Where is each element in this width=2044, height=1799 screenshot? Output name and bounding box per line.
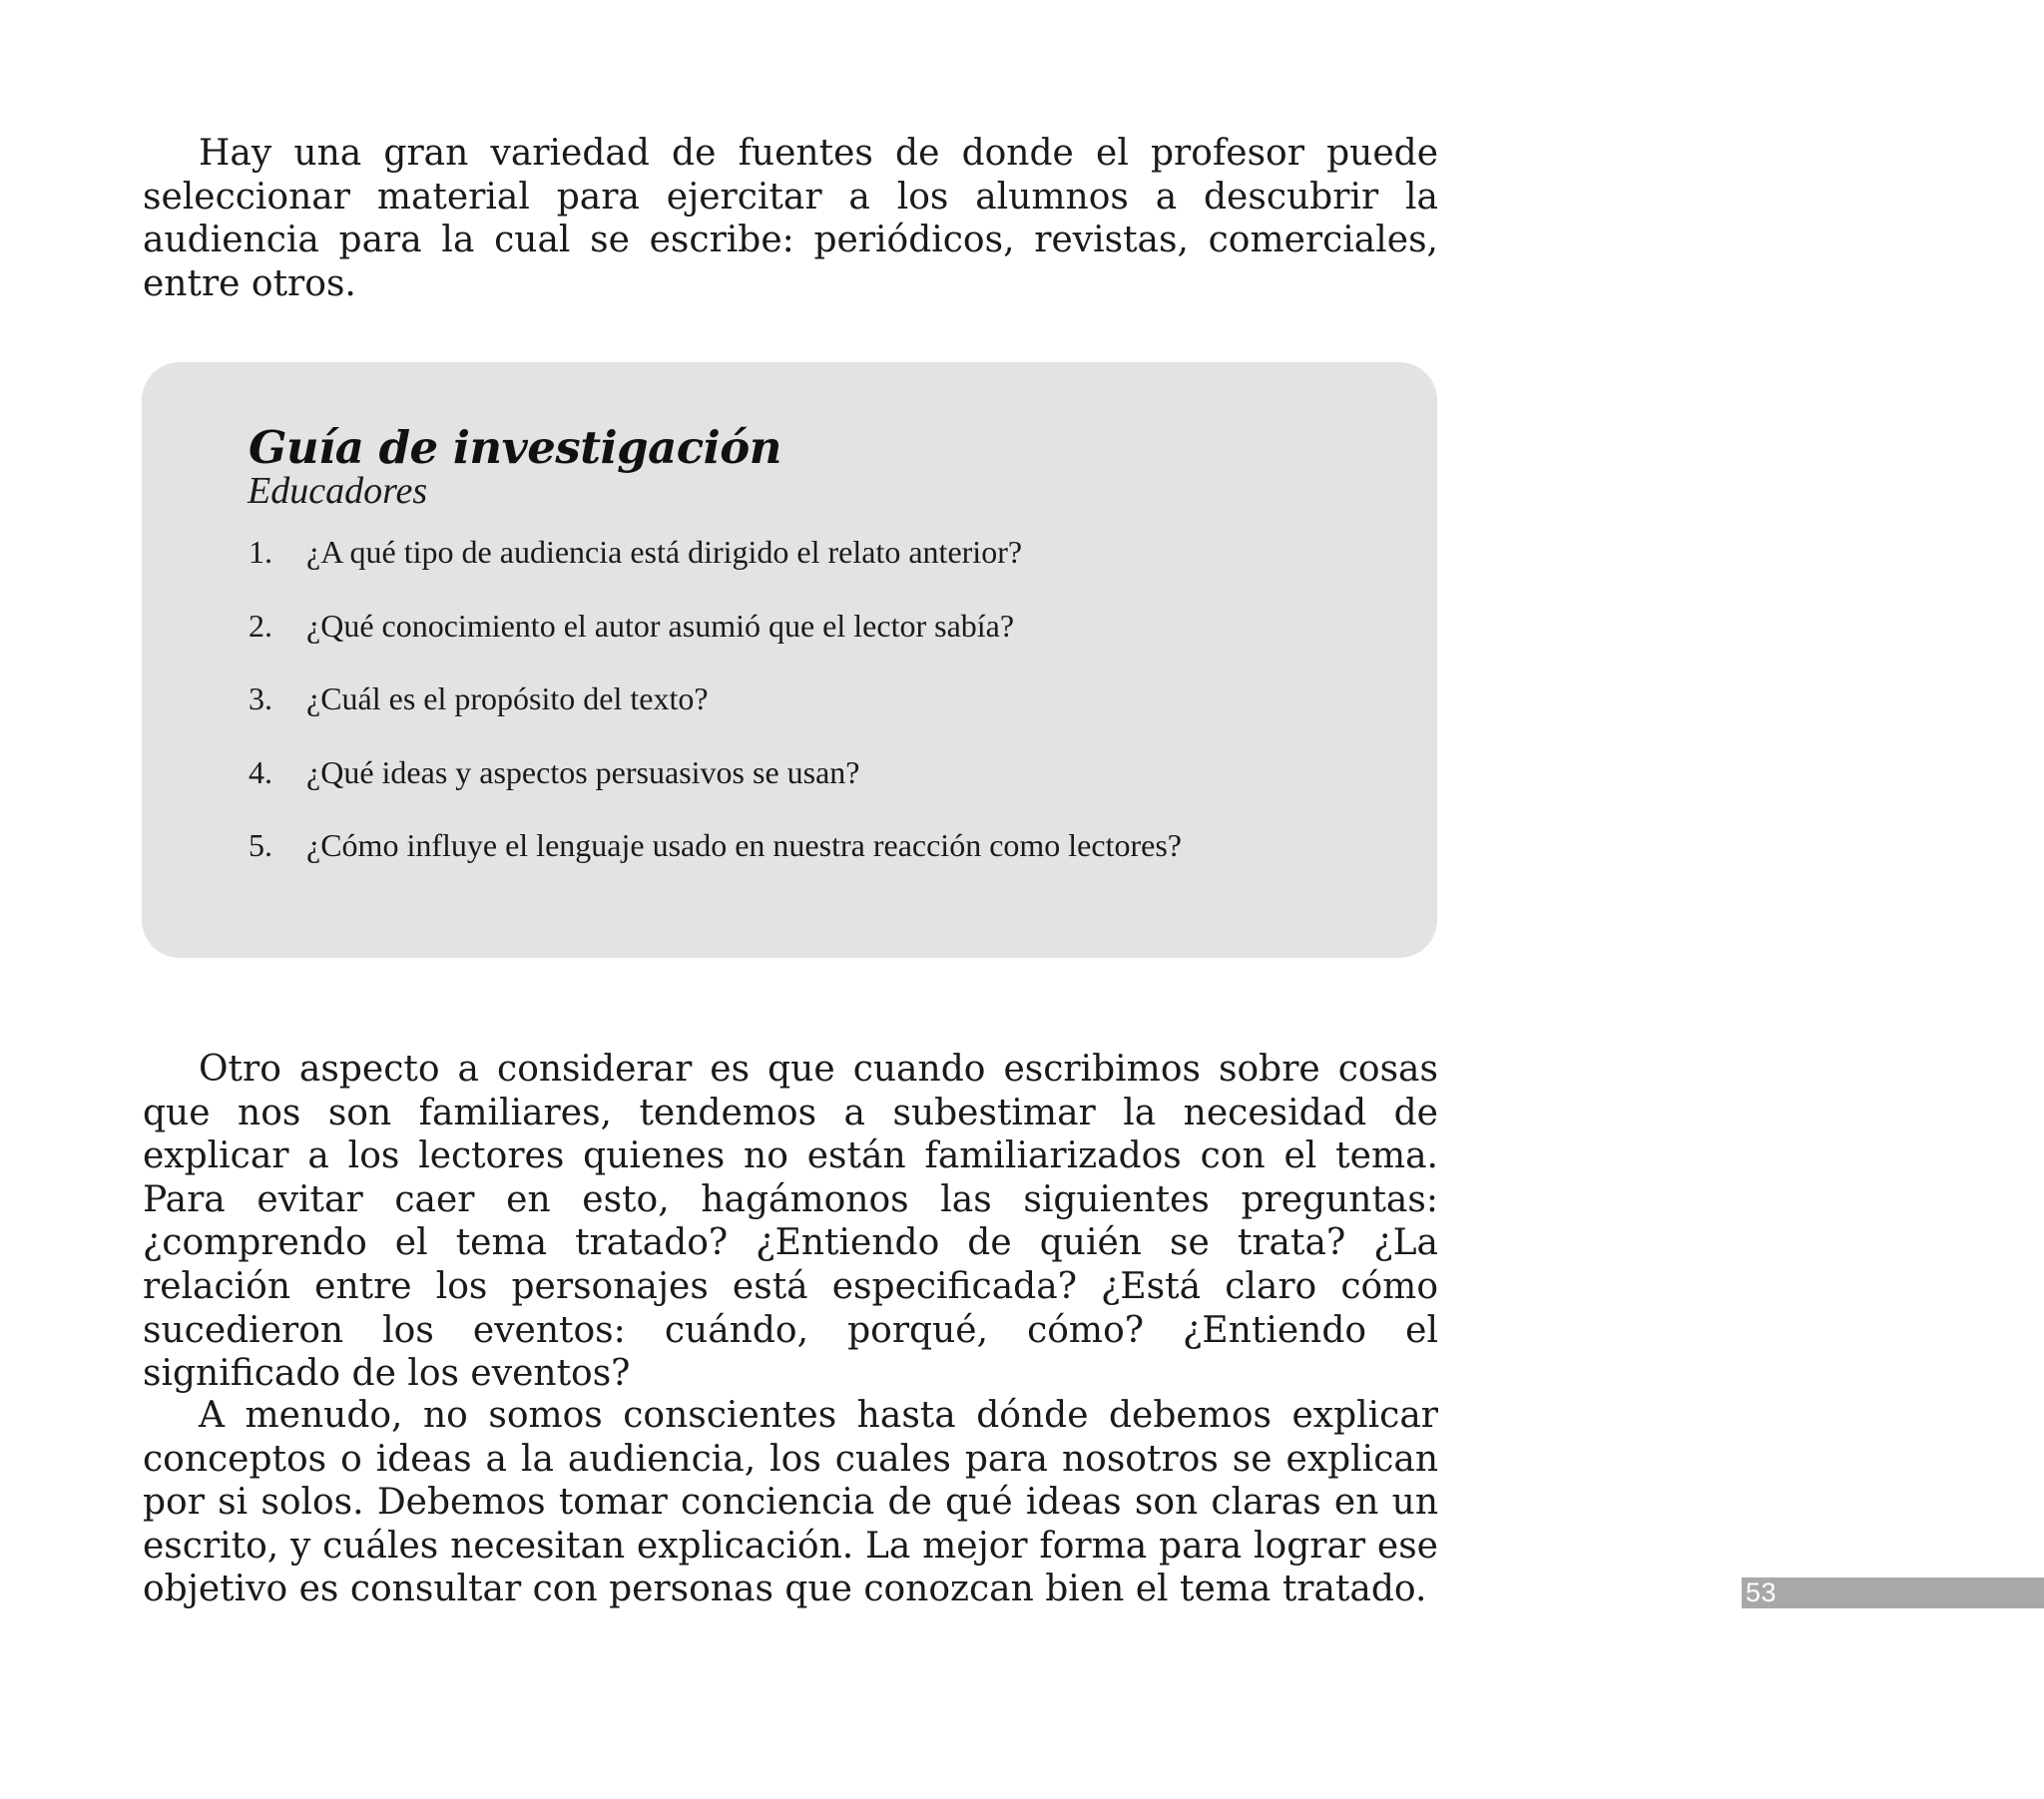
question-text: ¿Qué ideas y aspectos persuasivos se usan? [306,753,860,790]
second-paragraph: Otro aspecto a considerar es que cuando escribimos sobre cosas que nos son familiares, tendemos a subestimar la necesidad de explicar a los lectores quienes no están familiarizados con el tema. Para evitar caer en esto, hagámonos las siguientes preguntas: ¿comprendo el tema tratado? ¿Entiendo de quién se trata? ¿La relación entre los personajes está especificada? ¿Está claro cómo sucedieron los eventos: cuándo, porqué, cómo? ¿Entiendo el significado de los eventos? [143,1049,1438,1395]
guide-title: Guía de investigación [249,421,781,474]
question-text: ¿Qué conocimiento el autor asumió que el lector sabía? [306,607,1015,644]
question-number: 5. [249,827,272,863]
guide-subtitle: Educadores [248,470,428,512]
question-number: 3. [249,680,272,716]
third-paragraph: A menudo, no somos conscientes hasta dónde debemos explicar conceptos o ideas a la audiencia, los cuales para nosotros se explican por si solos. Debemos tomar conciencia de qué ideas son claras en un escrito, y cuáles necesitan explicación. La mejor forma para lograr ese objetivo es consultar con personas que conozcan bien el tema tratado. [143,1395,1438,1610]
question-number: 1. [249,534,272,570]
question-text: ¿Cuál es el propósito del texto? [306,680,709,716]
question-number: 2. [249,607,272,644]
page-number-bar [1742,1577,2044,1608]
question-text: ¿A qué tipo de audiencia está dirigido el relato anterior? [306,534,1023,570]
question-number: 4. [249,753,272,790]
research-guide-box [142,362,1437,958]
intro-paragraph: Hay una gran variedad de fuentes de donde el profesor puede seleccionar material para ejercitar a los alumnos a descubrir la audiencia para la cual se escribe: periódicos, revistas, comerciales, entre otros. [143,133,1438,304]
question-text: ¿Cómo influye el lenguaje usado en nuestra reacción como lectores? [306,827,1182,863]
page-number: 53 [1746,1577,1778,1607]
